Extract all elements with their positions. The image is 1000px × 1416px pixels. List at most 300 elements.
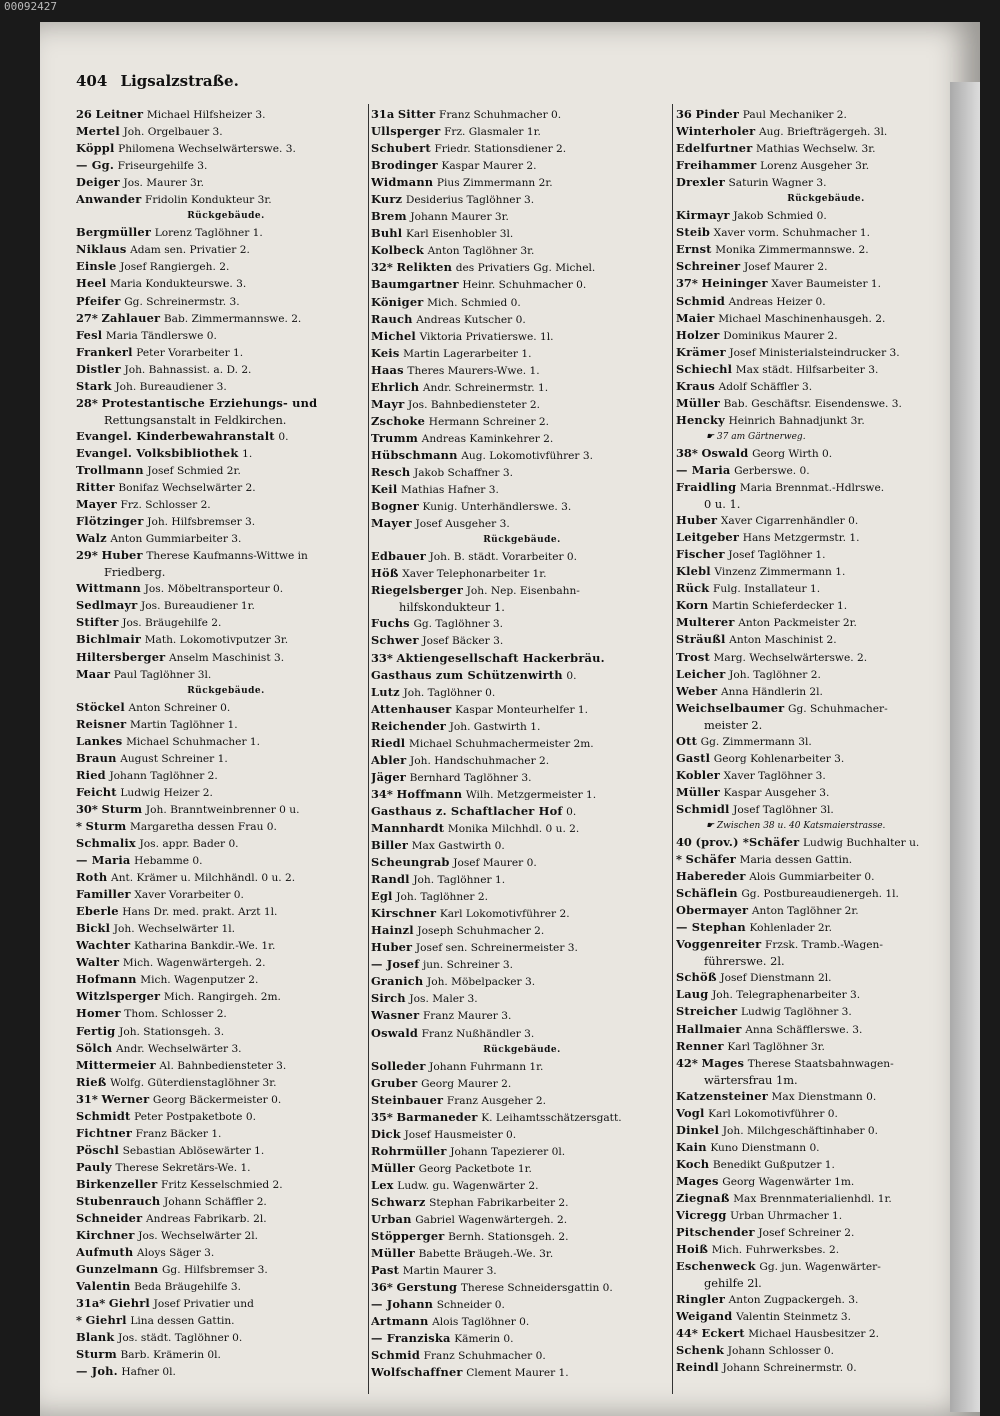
- resident-name: Heel: [76, 276, 107, 291]
- resident-details: Jos. Bureaudiener 1r.: [141, 600, 255, 613]
- house-number: 31a: [371, 107, 395, 121]
- resident-name: Hencky: [676, 412, 725, 427]
- directory-entry: [676, 666, 976, 683]
- resident-name: Wachter: [76, 938, 131, 953]
- resident-details: Johann Taglöhner 2.: [109, 769, 218, 782]
- directory-entry: [371, 1109, 673, 1126]
- resident-details: Vinzenz Zimmermann 1.: [714, 566, 846, 579]
- directory-entry: [676, 529, 976, 546]
- resident-details: Josef Taglöhner 1.: [728, 549, 826, 562]
- directory-entry: [676, 445, 976, 462]
- directory-entry: [371, 1364, 673, 1381]
- resident-name: Braun: [76, 750, 117, 765]
- directory-entry: [76, 835, 376, 852]
- resident-name: Sirch: [371, 991, 406, 1006]
- resident-details: Anton Schreiner 0.: [128, 701, 231, 714]
- page-header: [76, 72, 239, 90]
- resident-details: Anton Gummiarbeiter 3.: [110, 533, 242, 546]
- directory-entry: [76, 1057, 376, 1074]
- directory-entry: [676, 683, 976, 700]
- resident-details: Johann Schäffler 2.: [163, 1196, 267, 1208]
- resident-name: Königer: [371, 294, 424, 309]
- resident-details: Anton Taglöhner 2r.: [751, 905, 859, 918]
- directory-entry: [371, 225, 673, 242]
- resident-name: Winterholer: [676, 124, 756, 139]
- directory-entry: [371, 1279, 673, 1296]
- resident-details: Hermann Schreiner 2.: [428, 415, 550, 428]
- resident-name: Barmaneder: [396, 1109, 478, 1124]
- resident-details: Desiderius Taglöhner 3.: [405, 194, 535, 207]
- resident-details: Josef Maurer 2.: [743, 261, 828, 274]
- directory-entry: [76, 920, 376, 937]
- resident-details: Jos. Bräugehilfe 2.: [122, 617, 222, 630]
- resident-name: Krämer: [676, 344, 726, 359]
- directory-entry: [371, 1092, 673, 1109]
- resident-details: Maria Brennmat.-Hdlrswe.: [739, 482, 885, 495]
- directory-entry: [76, 513, 376, 530]
- resident-details: Jakob Schaffner 3.: [413, 466, 513, 479]
- resident-details: Karl Lokomotivführer 2.: [439, 908, 570, 921]
- directory-entry: [76, 1125, 376, 1142]
- resident-details: Margaretha dessen Frau 0.: [130, 820, 277, 833]
- resident-name: Hallmaier: [676, 1021, 742, 1036]
- scan-id: 00092427: [4, 0, 57, 13]
- resident-details: Sebastian Ablösewärter 1.: [122, 1144, 265, 1157]
- resident-name: Renner: [676, 1038, 724, 1053]
- resident-details: Anna Händlerin 2l.: [720, 685, 823, 698]
- resident-details: Jos. Maler 3.: [409, 993, 478, 1006]
- resident-details: Michael Maschinenhausgeh. 2.: [718, 312, 886, 325]
- resident-details: Frzsk. Tramb.-Wagen-: [764, 939, 883, 952]
- resident-name: Mages: [701, 1055, 745, 1070]
- directory-entry: [676, 462, 976, 479]
- resident-name: Urban: [371, 1212, 412, 1227]
- directory-entry: [676, 834, 976, 851]
- resident-name: Mages: [676, 1173, 719, 1188]
- resident-name: Schenk: [676, 1343, 725, 1358]
- resident-details: Gg. Postbureaudienergeh. 1l.: [741, 888, 899, 901]
- resident-details: Josef Schmied 2r.: [147, 464, 241, 477]
- directory-entry: [676, 1308, 976, 1325]
- resident-name: Attenhauser: [371, 701, 452, 716]
- resident-details: Johann Tapezierer 0l.: [450, 1145, 566, 1158]
- resident-name: Weigand: [676, 1309, 733, 1324]
- resident-details: Bonifaz Wechselwärter 2.: [118, 482, 256, 495]
- resident-name: Einsle: [76, 259, 117, 274]
- resident-details: Anton Maschinist 2.: [729, 634, 837, 647]
- resident-name: Trumm: [371, 430, 419, 445]
- resident-name: Keis: [371, 345, 400, 360]
- resident-details: Joh. Milchgeschäftinhaber 0.: [722, 1124, 879, 1137]
- resident-details: Martin Schieferdecker 1.: [711, 600, 848, 613]
- resident-name: — Gg.: [76, 158, 115, 173]
- directory-entry: [371, 769, 673, 786]
- resident-name: Bickl: [76, 921, 111, 936]
- resident-details: Joh. Bahnassist. a. D. 2.: [124, 363, 252, 376]
- directory-entry: [371, 701, 673, 718]
- resident-details: Wolfg. Güterdienstaglöhner 3r.: [110, 1076, 277, 1089]
- directory-entry: [76, 445, 376, 462]
- house-number: *: [676, 852, 682, 867]
- directory-entry: [76, 1261, 376, 1278]
- resident-name: Evangel. Volksbibliothek: [76, 445, 239, 460]
- resident-details: Josef Ministerialsteindrucker 3.: [729, 346, 900, 359]
- directory-entry: [676, 597, 976, 614]
- resident-name: Schmidl: [676, 801, 730, 816]
- directory-entry: [371, 854, 673, 871]
- directory-entry: [371, 752, 673, 769]
- resident-details: Ludwig Taglöhner 3.: [740, 1006, 852, 1019]
- resident-details: Adam sen. Privatier 2.: [130, 244, 250, 257]
- resident-details: Gg. Taglöhner 3.: [413, 618, 503, 631]
- resident-name: Hoiß: [676, 1242, 709, 1257]
- directory-entry: [676, 784, 976, 801]
- resident-name: Deiger: [76, 175, 120, 190]
- house-number: 29*: [76, 548, 98, 563]
- house-number: 33*: [371, 650, 393, 665]
- resident-name: Kurz: [371, 192, 403, 207]
- resident-name: Weichselbaumer: [676, 700, 785, 715]
- directory-entry: [76, 903, 376, 920]
- resident-name: Mertel: [76, 124, 120, 139]
- directory-entry: [76, 1159, 376, 1176]
- resident-details: Wilh. Metzgermeister 1.: [465, 788, 597, 801]
- directory-entry: [76, 224, 376, 241]
- directory-entry: [371, 1228, 673, 1245]
- resident-details: Lina dessen Gattin.: [130, 1315, 235, 1328]
- directory-entry: [371, 157, 673, 174]
- directory-entry: [76, 1091, 376, 1108]
- directory-entry: [371, 106, 673, 123]
- resident-details: Mich. Wagenputzer 2.: [140, 974, 259, 987]
- directory-entry: [371, 565, 673, 582]
- resident-name: Wittmann: [76, 581, 142, 596]
- directory-entry: [371, 718, 673, 735]
- resident-name: Ziegnaß: [676, 1191, 730, 1205]
- resident-details: Franz Bäcker 1.: [135, 1127, 222, 1140]
- resident-details: Heinrich Bahnadjunkt 3r.: [728, 414, 865, 427]
- directory-entry: [76, 1278, 376, 1295]
- directory-entry: [371, 1330, 673, 1347]
- house-number: 35*: [371, 1109, 393, 1124]
- resident-name: Stark: [76, 378, 112, 393]
- directory-entry: [676, 1139, 976, 1156]
- resident-details: Kohlenlader 2r.: [749, 922, 832, 935]
- resident-name: Pfeifer: [76, 293, 121, 308]
- resident-name: Gasthaus zum Schützenwirth: [371, 667, 563, 682]
- resident-details: Josef Rangiergeh. 2.: [120, 261, 230, 274]
- resident-details: Joh. Stationsgeh. 3.: [119, 1025, 225, 1038]
- resident-details: Xaver Cigarrenhändler 0.: [720, 515, 859, 528]
- resident-details: Andreas Fabrikarb. 2l.: [145, 1213, 267, 1226]
- resident-name: Kolbeck: [371, 243, 425, 258]
- resident-details: Joh. Möbelpacker 3.: [426, 976, 536, 989]
- resident-name: Jäger: [371, 769, 406, 784]
- resident-details: Andr. Schreinermstr. 1.: [422, 381, 549, 394]
- directory-entry: [76, 614, 376, 631]
- resident-name: Ehrlich: [371, 379, 420, 394]
- resident-details: Theres Maurers-Wwe. 1.: [407, 364, 540, 377]
- directory-entry: [76, 1074, 376, 1091]
- resident-name: Dick: [371, 1126, 401, 1141]
- resident-name: Eschenweck: [676, 1259, 756, 1274]
- directory-entry: [676, 936, 976, 953]
- resident-details: Adolf Schäffler 3.: [718, 380, 813, 393]
- resident-name: Dinkel: [676, 1122, 720, 1137]
- directory-entry: [371, 667, 673, 684]
- resident-name: Walz: [76, 531, 107, 546]
- directory-entry: [371, 684, 673, 701]
- resident-details: Andreas Kaminkehrer 2.: [421, 432, 554, 445]
- resident-details: Pius Zimmermann 2r.: [436, 177, 553, 190]
- directory-entry: [676, 1258, 976, 1275]
- resident-details: Valentin Steinmetz 3.: [736, 1311, 851, 1324]
- directory-entry: [676, 1207, 976, 1224]
- resident-details: Joh. Taglöhner 0.: [403, 686, 496, 699]
- directory-entry: [76, 327, 376, 344]
- resident-details: Math. Lokomotivputzer 3r.: [144, 634, 289, 647]
- directory-entry: [371, 837, 673, 854]
- column-2: [371, 106, 673, 1382]
- directory-entry: [676, 649, 976, 666]
- resident-name: Brodinger: [371, 158, 438, 173]
- resident-details: Gg. Zimmermann 3l.: [700, 735, 812, 748]
- resident-name: Rohrmüller: [371, 1143, 447, 1158]
- resident-name: — Maria: [76, 853, 131, 868]
- resident-details: Johann Fuhrmann 1r.: [429, 1060, 544, 1073]
- resident-name: Gunzelmann: [76, 1262, 159, 1277]
- directory-entry: [676, 750, 976, 767]
- directory-entry: [676, 1325, 976, 1342]
- resident-name: Egl: [371, 889, 393, 904]
- resident-name: Eckert: [701, 1326, 745, 1341]
- directory-entry: [371, 990, 673, 1007]
- house-number: 26: [76, 107, 92, 121]
- resident-details: Barb. Krämerin 0l.: [120, 1349, 221, 1362]
- directory-entry: [676, 1173, 976, 1190]
- house-number: 34*: [371, 786, 393, 801]
- resident-name: Kraus: [676, 378, 715, 393]
- resident-name: Gerstung: [396, 1280, 458, 1295]
- resident-name: Pitschender: [676, 1225, 755, 1240]
- resident-name: Stubenrauch: [76, 1194, 161, 1208]
- resident-name: Edbauer: [371, 549, 426, 564]
- directory-entry: [676, 174, 976, 191]
- resident-name: Schubert: [371, 141, 431, 156]
- directory-entry: [76, 1108, 376, 1125]
- resident-name: Mayer: [76, 497, 117, 512]
- directory-entry: [676, 1122, 976, 1139]
- house-number: 44*: [676, 1326, 698, 1341]
- resident-details: August Schreiner 1.: [120, 752, 228, 765]
- resident-name: Mannhardt: [371, 820, 445, 835]
- resident-name: Mayr: [371, 396, 405, 411]
- section-header: Rückgebäude.: [787, 194, 865, 205]
- resident-name: Mittermeier: [76, 1057, 156, 1072]
- resident-name: Müller: [371, 1160, 415, 1175]
- directory-entry: [371, 294, 673, 311]
- resident-name: Pöschl: [76, 1142, 120, 1157]
- resident-details: Karl Eisenhobler 3l.: [405, 228, 514, 241]
- resident-details: Max Brennmaterialienhdl. 1r.: [733, 1193, 892, 1205]
- resident-details: Hebamme 0.: [134, 855, 203, 868]
- resident-details: Karl Lokomotivführer 0.: [708, 1107, 838, 1120]
- resident-details: Stephan Fabrikarbeiter 2.: [429, 1197, 569, 1209]
- resident-name: Ritter: [76, 480, 115, 495]
- resident-details: Joh. Nep. Eisenbahn-: [466, 585, 580, 598]
- resident-name: Schäfer: [685, 852, 736, 867]
- resident-details: Josef Maurer 0.: [453, 857, 537, 870]
- resident-name: Riedl: [371, 735, 406, 750]
- directory-entry: [371, 1245, 673, 1262]
- directory-entry: [76, 241, 376, 258]
- resident-details: Joseph Schuhmacher 2.: [417, 925, 545, 938]
- resident-name: Trollmann: [76, 462, 144, 477]
- directory-entry: [76, 344, 376, 361]
- resident-name: Stöpperger: [371, 1229, 445, 1244]
- directory-entry: [76, 1005, 376, 1022]
- resident-details: Kaspar Ausgeher 3.: [723, 786, 830, 799]
- resident-details: Georg Bäckermeister 0.: [152, 1093, 282, 1106]
- resident-name: Kain: [676, 1139, 707, 1154]
- resident-name: Relikten: [396, 260, 453, 275]
- resident-name: Bogner: [371, 499, 419, 514]
- resident-details: Frz. Glasmaler 1r.: [444, 126, 541, 139]
- directory-entry: [371, 345, 673, 362]
- resident-name: Hainzl: [371, 923, 414, 938]
- resident-details: Lorenz Taglöhner 1.: [154, 227, 263, 240]
- resident-name: Voggenreiter: [676, 937, 762, 952]
- directory-entry: [676, 106, 976, 123]
- resident-details: Joh. Taglöhner 2.: [729, 668, 821, 681]
- resident-name: Ried: [76, 767, 106, 782]
- resident-details: Andreas Heizer 0.: [728, 295, 826, 308]
- directory-entry: [76, 258, 376, 275]
- directory-entry: [76, 547, 376, 564]
- resident-details: Peter Vorarbeiter 1.: [136, 346, 244, 359]
- directory-entry: [676, 207, 976, 224]
- resident-details: Joh. Wechselwärter 1l.: [113, 923, 235, 936]
- resident-name: Maier: [676, 310, 715, 325]
- resident-name: Reichender: [371, 718, 446, 733]
- resident-name: Resch: [371, 464, 411, 479]
- directory-entry: [371, 1126, 673, 1143]
- resident-details: Ludwig Heizer 2.: [120, 786, 213, 799]
- resident-details: Franz Schuhmacher 0.: [439, 109, 562, 121]
- resident-details: Anselm Maschinist 3.: [169, 651, 285, 664]
- directory-entry: [676, 902, 976, 919]
- directory-entry: [371, 786, 673, 803]
- resident-details: Max städt. Hilfsarbeiter 3.: [735, 363, 879, 376]
- resident-details: Ludwig Buchhalter u.: [802, 837, 920, 850]
- directory-entry: [76, 106, 376, 123]
- resident-details: Hans Dr. med. prakt. Arzt 1l.: [122, 906, 278, 919]
- directory-entry: [76, 1023, 376, 1040]
- directory-entry: [676, 395, 976, 412]
- resident-name: Blank: [76, 1330, 115, 1345]
- resident-details: Viktoria Privatierswe. 1l.: [419, 330, 554, 343]
- resident-details: Maria Kondukteurswe. 3.: [110, 278, 247, 291]
- resident-name: Anwander: [76, 192, 142, 207]
- directory-entry: [76, 767, 376, 784]
- directory-entry: [76, 1210, 376, 1227]
- resident-name: Lutz: [371, 684, 400, 699]
- directory-entry: [76, 293, 376, 310]
- resident-details: Therese Kaufmanns-Wittwe in: [146, 550, 308, 563]
- directory-entry: [676, 851, 976, 868]
- resident-name: Kirschner: [371, 906, 437, 921]
- resident-details: Mich. Schmied 0.: [427, 296, 521, 309]
- directory-entry: [371, 1313, 673, 1330]
- directory-entry: [371, 140, 673, 157]
- directory-entry: [76, 378, 376, 395]
- resident-details: Heinr. Schuhmacher 0.: [462, 279, 587, 292]
- directory-entry: [76, 530, 376, 547]
- resident-name: Sitter: [397, 107, 436, 121]
- directory-entry: [371, 1194, 673, 1211]
- directory-entry: [371, 973, 673, 990]
- resident-name: Evangel. Kinderbewahranstalt: [76, 428, 275, 443]
- resident-name: Michel: [371, 328, 416, 343]
- resident-details: Joh. Telegraphenarbeiter 3.: [712, 989, 861, 1002]
- resident-name: Köppl: [76, 141, 115, 156]
- resident-name: Pinder: [695, 107, 740, 121]
- resident-name: Lex: [371, 1177, 394, 1192]
- resident-name: Hofmann: [76, 972, 137, 987]
- resident-details: Xaver Baumeister 1.: [771, 278, 881, 291]
- resident-details: Georg Wagenwärter 1m.: [722, 1175, 855, 1188]
- resident-name: Valentin: [76, 1279, 131, 1294]
- directory-entry: [371, 174, 673, 191]
- resident-details: Jos. Möbeltransporteur 0.: [144, 583, 284, 596]
- resident-name: Protestantische Erziehungs- und: [101, 395, 318, 410]
- directory-entry: [76, 1363, 376, 1380]
- directory-entry: [371, 632, 673, 649]
- resident-name: Lankes: [76, 733, 123, 748]
- resident-name: Giehrl: [85, 1313, 127, 1328]
- resident-details: Babette Bräugeh.-We. 3r.: [418, 1248, 554, 1261]
- resident-name: Klebl: [676, 564, 711, 579]
- resident-details: Josef Privatier und: [153, 1298, 254, 1311]
- resident-details: Johann Schlosser 0.: [727, 1345, 834, 1358]
- resident-details: Franz Maurer 3.: [422, 1010, 512, 1023]
- resident-name: Reindl: [676, 1360, 719, 1375]
- resident-details: Philomena Wechselwärterswe. 3.: [118, 143, 296, 156]
- resident-details: Josef Schreiner 2.: [758, 1227, 855, 1240]
- resident-name: Stöckel: [76, 699, 125, 714]
- resident-details: Monika Milchhdl. 0 u. 2.: [447, 822, 580, 835]
- directory-entry: [371, 548, 673, 565]
- resident-name: Wolfschaffner: [371, 1365, 463, 1380]
- directory-entry: [371, 582, 673, 599]
- directory-entry: [676, 275, 976, 292]
- directory-entry: [76, 1176, 376, 1193]
- directory-entry: [676, 1105, 976, 1122]
- resident-name: Huber: [371, 940, 413, 955]
- resident-name: Schmid: [371, 1348, 420, 1363]
- directory-entry: [76, 1295, 376, 1312]
- resident-name: Müller: [371, 1246, 415, 1261]
- resident-details: Josef Bäcker 3.: [422, 635, 504, 648]
- resident-details: Xaver Telephonarbeiter 1r.: [402, 568, 547, 581]
- directory-entry: [371, 803, 673, 820]
- directory-entry: [76, 1346, 376, 1363]
- resident-name: Sedlmayr: [76, 598, 138, 613]
- resident-details: Maria Tändlerswe 0.: [105, 329, 217, 342]
- resident-details: Georg Packetbote 1r.: [418, 1162, 532, 1175]
- resident-details: Anton Taglöhner 3r.: [427, 245, 535, 258]
- resident-name: Obermayer: [676, 903, 749, 918]
